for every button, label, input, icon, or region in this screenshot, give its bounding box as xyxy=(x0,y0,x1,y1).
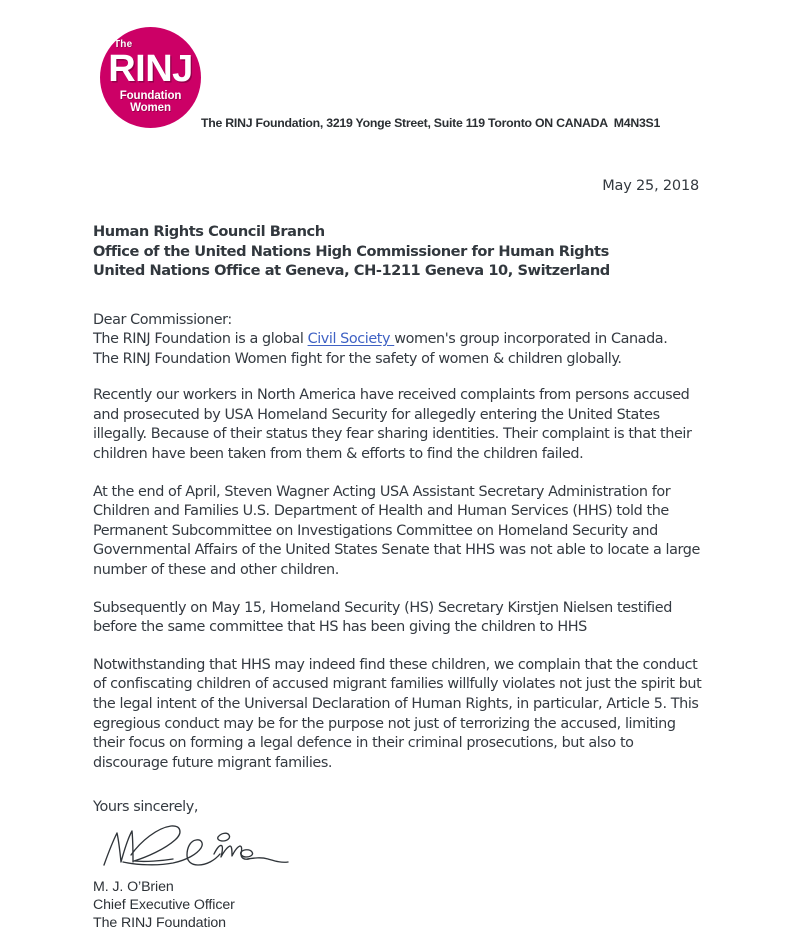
closing-line: Yours sincerely, xyxy=(93,799,198,816)
logo-wordmark: RINJ xyxy=(108,48,193,90)
paragraph-complaint-statement: Notwithstanding that HHS may indeed find these children, we complain that the conduct of confiscating children of accused migrant families willfully violates not just the spirit but the legal intent of the Universal Declaration of Human Rights, in particular, Article 5. This egregious conduct may be for the purpose not just of terrorizing the accused, limiting their focus on forming a legal defence in their criminal prosecutions, but also to discourage future migrant families. xyxy=(93,656,702,771)
salutation: Dear Commissioner: xyxy=(93,311,232,328)
organization-address: The RINJ Foundation, 3219 Yonge Street, Suite 119 Toronto ON CANADA M4N3S1 xyxy=(201,116,661,130)
recipient-address-block xyxy=(93,222,705,281)
letterhead xyxy=(0,0,791,150)
signer-name: M. J. O’Brien xyxy=(93,879,174,896)
intro-paragraph xyxy=(93,311,705,370)
signer-block xyxy=(93,879,705,932)
letter-date: May 25, 2018 xyxy=(602,178,699,194)
recipient-line: Human Rights Council Branch xyxy=(93,223,325,240)
letter-body xyxy=(93,178,705,932)
civil-society-link[interactable]: Civil Society xyxy=(307,331,395,348)
paragraph-testimony-hhs: At the end of April, Steven Wagner Acting USA Assistant Secretary Administration for Children and Families U.S. Department of Health and Human Services (HHS) told the Permanent Subcommittee on Investigations Committee on Homeland Security and Governmental Affairs of the United States Senate that HHS was not able to locate a large number of these and other children. xyxy=(93,483,700,579)
paragraph-testimony-hs: Subsequently on May 15, Homeland Security (HS) Secretary Kirstjen Nielsen testified before the same committee that HS has been giving the children to HHS xyxy=(93,599,672,636)
recipient-line: United Nations Office at Geneva, CH-1211 Geneva 10, Switzerland xyxy=(93,262,610,279)
intro-before-link: The RINJ Foundation is a global xyxy=(93,331,308,348)
intro-after-link: women's group incorporated in Canada. xyxy=(394,331,668,348)
signature-image xyxy=(101,821,301,873)
signer-title: Chief Executive Officer xyxy=(93,896,235,913)
logo-subtitle: Foundation Women xyxy=(119,90,182,114)
paragraph-complaints: Recently our workers in North America have received complaints from persons accused and prosecuted by USA Homeland Security for allegedly entering the United States illegally. Because of their status they fear sharing identities. Their complaint is that their children have been taken from them & efforts to find the children failed. xyxy=(93,387,692,463)
signer-organization: The RINJ Foundation xyxy=(93,914,226,931)
intro-second-line: The RINJ Foundation Women fight for the safety of women & children globally. xyxy=(93,350,622,367)
logo-the-text: The xyxy=(114,39,133,50)
rinj-logo xyxy=(100,27,201,128)
recipient-line: Office of the United Nations High Commissioner for Human Rights xyxy=(93,242,609,260)
